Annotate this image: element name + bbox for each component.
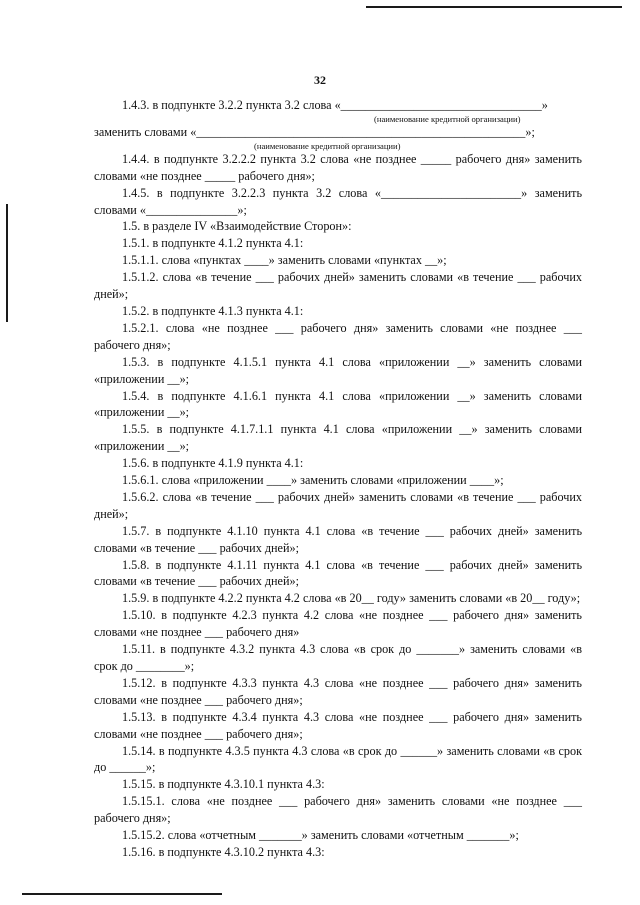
- paragraph-1-5-1-1: 1.5.1.1. слова «пунктах ____» заменить словами «пунктах __»;: [122, 253, 447, 268]
- paragraph-1-5-2-1: 1.5.2.1. слова «не позднее ___ рабочего дня» заменить словами «не позднее ___ рабочего дня»;: [94, 320, 582, 352]
- bottom-rule: [22, 893, 222, 895]
- paragraph-1-4-5: 1.4.5. в подпункте 3.2.2.3 пункта 3.2 слова «_______________________» заменить словами «_______________»;: [94, 185, 582, 217]
- page-number: 32: [314, 73, 326, 87]
- paragraph-1-5-15-1: 1.5.15.1. слова «не позднее ___ рабочего дня» заменить словами «не позднее ___ рабочего дня»;: [94, 794, 582, 826]
- paragraph-1-4-4: 1.4.4. в подпункте 3.2.2.2 пункта 3.2 слова «не позднее _____ рабочего дня» заменить словами «не позднее _____ рабочего дня»;: [94, 151, 582, 183]
- paragraph-1-5-7: 1.5.7. в подпункте 4.1.10 пункта 4.1 слова «в течение ___ рабочих дней» заменить словами «в течение ___ рабочих дней»;: [94, 523, 582, 555]
- paragraph-1-5-6-2: 1.5.6.2. слова «в течение ___ рабочих дней» заменить словами «в течение ___ рабочих дней»;: [94, 489, 582, 521]
- paragraph-1-5: 1.5. в разделе IV «Взаимодействие Сторон»:: [122, 219, 352, 234]
- paragraph-1-5-15: 1.5.15. в подпункте 4.3.10.1 пункта 4.3:: [122, 777, 325, 792]
- paragraph-1-5-6: 1.5.6. в подпункте 4.1.9 пункта 4.1:: [122, 456, 304, 471]
- paragraph-1-5-16: 1.5.16. в подпункте 4.3.10.2 пункта 4.3:: [122, 844, 325, 859]
- caption-credit-org-2: (наименование кредитной организации): [254, 140, 401, 151]
- paragraph-1-5-6-1: 1.5.6.1. слова «приложении ____» заменить словами «приложении ____»;: [122, 473, 504, 488]
- paragraph-1-4-3: 1.4.3. в подпункте 3.2.2 пункта 3.2 слова «_________________________________»: [122, 98, 548, 112]
- paragraph-1-5-5: 1.5.5. в подпункте 4.1.7.1.1 пункта 4.1 слова «приложении __» заменить словами «приложении __»;: [94, 422, 582, 454]
- paragraph-1-5-3: 1.5.3. в подпункте 4.1.5.1 пункта 4.1 слова «приложении __» заменить словами «приложении __»;: [94, 354, 582, 386]
- top-rule: [366, 6, 622, 8]
- paragraph-1-5-1: 1.5.1. в подпункте 4.1.2 пункта 4.1:: [122, 236, 304, 251]
- caption-credit-org: (наименование кредитной организации): [374, 113, 521, 124]
- paragraph-1-5-1-2: 1.5.1.2. слова «в течение ___ рабочих дней» заменить словами «в течение ___ рабочих дней»;: [94, 270, 582, 302]
- paragraph-1-5-4: 1.5.4. в подпункте 4.1.6.1 пункта 4.1 слова «приложении __» заменить словами «приложении __»;: [94, 388, 582, 420]
- paragraph-1-5-15-2: 1.5.15.2. слова «отчетным _______» заменить словами «отчетным _______»;: [122, 828, 519, 843]
- paragraph-1-5-14: 1.5.14. в подпункте 4.3.5 пункта 4.3 слова «в срок до ______» заменить словами «в срок до ______»;: [94, 743, 582, 775]
- paragraph-1-5-9: 1.5.9. в подпункте 4.2.2 пункта 4.2 слова «в 20__ году» заменить словами «в 20__ году»;: [122, 591, 581, 606]
- paragraph-1-5-2: 1.5.2. в подпункте 4.1.3 пункта 4.1:: [122, 303, 304, 318]
- document-body: [94, 97, 582, 861]
- paragraph-1-5-13: 1.5.13. в подпункте 4.3.4 пункта 4.3 слова «не позднее ___ рабочего дня» заменить словами «не позднее ___ рабочего дня»;: [94, 709, 582, 741]
- paragraph-1-5-8: 1.5.8. в подпункте 4.1.11 пункта 4.1 слова «в течение ___ рабочих дней» заменить словами «в течение ___ рабочих дней»;: [94, 557, 582, 589]
- margin-mark: [6, 204, 8, 322]
- paragraph-1-5-10: 1.5.10. в подпункте 4.2.3 пункта 4.2 слова «не позднее ___ рабочего дня» заменить словами «не позднее ___ рабочего дня»: [94, 608, 582, 640]
- paragraph-replace-words: заменить словами «______________________________________________________»;: [94, 124, 535, 139]
- paragraph-1-5-12: 1.5.12. в подпункте 4.3.3 пункта 4.3 слова «не позднее ___ рабочего дня» заменить словами «не позднее ___ рабочего дня»;: [94, 675, 582, 707]
- paragraph-1-5-11: 1.5.11. в подпункте 4.3.2 пункта 4.3 слова «в срок до _______» заменить словами «в срок до ________»;: [94, 642, 582, 673]
